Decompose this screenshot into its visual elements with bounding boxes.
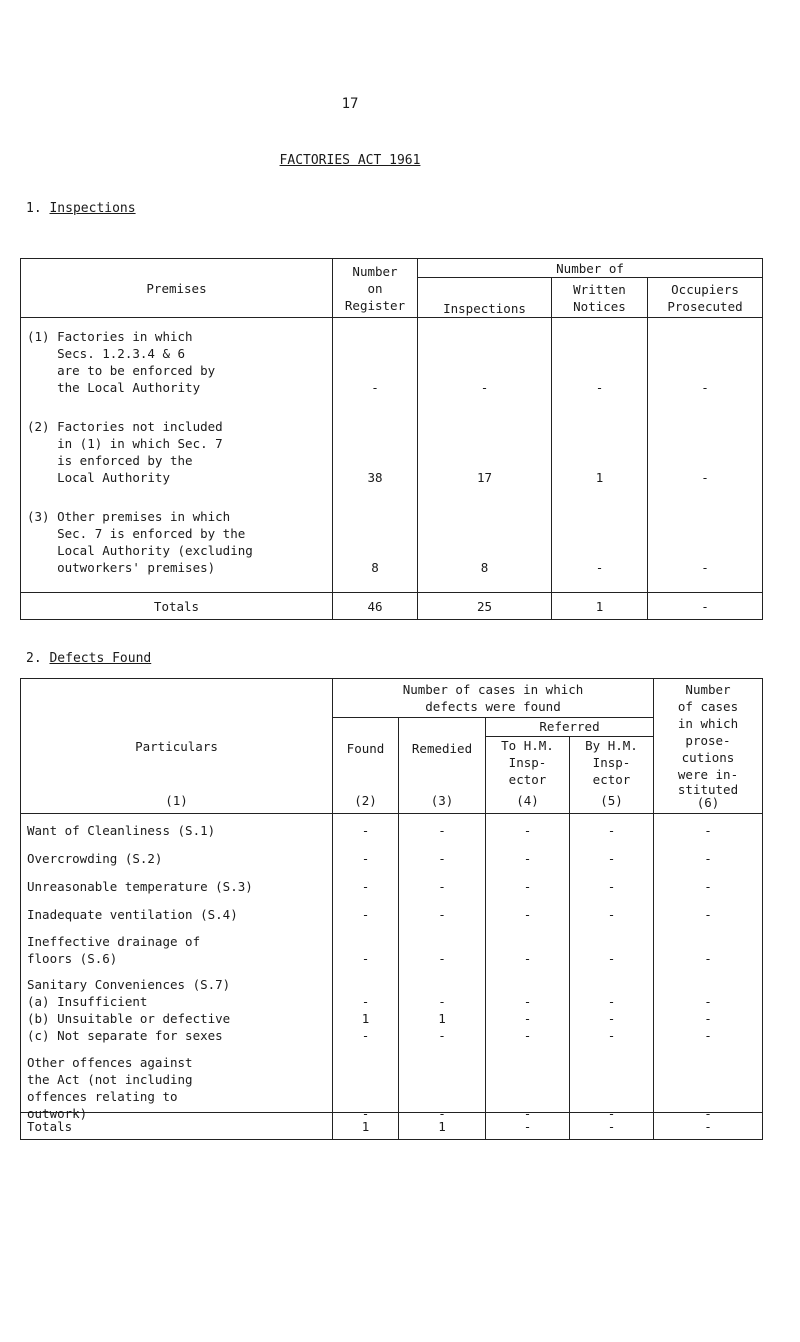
header-prosecutions-line-3: in which bbox=[677, 716, 739, 731]
particulars-row-10 bbox=[27, 1054, 328, 1122]
premises-row-1-line-4: the Local Authority bbox=[27, 380, 201, 395]
notices-row-2: 1 bbox=[595, 470, 604, 485]
prosecutions-row-10: - bbox=[704, 1106, 712, 1121]
header-found bbox=[333, 718, 399, 814]
by-hm-row-1: - bbox=[607, 823, 616, 838]
to-hm-column bbox=[486, 814, 570, 1121]
prosecutions-row-5: - bbox=[704, 951, 712, 966]
found-row-5: - bbox=[361, 951, 370, 966]
to-hm-row-10: - bbox=[523, 1106, 532, 1121]
inspections-row-2: 17 bbox=[476, 470, 493, 485]
notices-row-3: - bbox=[595, 560, 604, 575]
header-inspections bbox=[418, 278, 552, 318]
particulars-row-9 bbox=[27, 1027, 328, 1044]
by-hm-row-3: - bbox=[607, 879, 616, 894]
to-hm-row-4: - bbox=[523, 907, 532, 922]
prosecutions-row-9: - bbox=[704, 1028, 712, 1043]
page-title bbox=[0, 152, 700, 169]
to-hm-row-9: - bbox=[523, 1028, 532, 1043]
particulars-row-10-line-2: the Act (not including bbox=[27, 1072, 193, 1087]
premises-row-2-line-2: in (1) in which Sec. 7 bbox=[27, 436, 223, 451]
header-register-line3: Register bbox=[344, 297, 406, 313]
header-col-3: (3) bbox=[430, 793, 454, 808]
inspections-table bbox=[20, 258, 763, 620]
header-written-notices bbox=[552, 278, 648, 318]
defects-totals-label: Totals bbox=[21, 1113, 333, 1140]
header-notices-line1: Written bbox=[573, 281, 626, 297]
section-2-heading bbox=[26, 650, 151, 667]
section-1-number: 1. bbox=[26, 201, 42, 216]
header-cases-line2: defects were found bbox=[425, 699, 561, 714]
section-1-title: Inspections bbox=[49, 201, 136, 216]
page-title-text: FACTORIES ACT 1961 bbox=[279, 153, 421, 168]
by-hm-column bbox=[570, 814, 654, 1121]
inspections-row-1: - bbox=[480, 380, 489, 395]
defects-totals-to-hm: - bbox=[486, 1113, 570, 1140]
particulars-row-3-line-1: Unreasonable temperature (S.3) bbox=[27, 879, 253, 894]
header-occupiers-line1: Occupiers bbox=[671, 281, 739, 297]
particulars-row-2-line-1: Overcrowding (S.2) bbox=[27, 851, 163, 866]
header-to-hm-inspector bbox=[486, 737, 570, 814]
premises-row-3-line-4: outworkers' premises) bbox=[27, 560, 216, 575]
header-prosecutions-line-7: stituted bbox=[677, 782, 739, 797]
to-hm-row-7: - bbox=[523, 994, 532, 1009]
premises-row-1-line-1: (1) Factories in which bbox=[27, 329, 193, 344]
by-hm-row-4: - bbox=[607, 907, 616, 922]
header-prosecutions-line-1: Number bbox=[685, 682, 731, 697]
to-hm-row-1: - bbox=[523, 823, 532, 838]
prosecutions-row-7: - bbox=[704, 994, 712, 1009]
header-number-on-register bbox=[333, 259, 418, 318]
premises-row-3-line-3: Local Authority (excluding bbox=[27, 543, 253, 558]
header-to-hm-line-3: ector bbox=[508, 772, 547, 787]
header-premises: Premises bbox=[21, 259, 333, 318]
premises-row-2-line-3: is enforced by the bbox=[27, 453, 193, 468]
by-hm-row-5: - bbox=[607, 951, 616, 966]
header-by-hm-inspector bbox=[570, 737, 654, 814]
header-cases-found bbox=[333, 679, 654, 718]
defects-totals-remedied: 1 bbox=[399, 1113, 486, 1140]
premises-row-3 bbox=[27, 508, 328, 576]
remedied-row-9: - bbox=[438, 1028, 446, 1043]
notices-row-1: - bbox=[595, 380, 604, 395]
header-particulars-text: Particulars bbox=[135, 738, 218, 754]
notices-column bbox=[552, 318, 648, 593]
header-prosecutions-line-2: of cases bbox=[677, 699, 739, 714]
section-1-heading bbox=[26, 200, 136, 217]
defects-table bbox=[20, 678, 763, 1140]
remedied-column bbox=[399, 814, 486, 1121]
particulars-row-5-line-1: Ineffective drainage of bbox=[27, 934, 201, 949]
premises-row-3-line-1: (3) Other premises in which bbox=[27, 509, 231, 524]
premises-row-1 bbox=[27, 328, 328, 396]
particulars-row-10-line-3: offences relating to bbox=[27, 1089, 178, 1104]
remedied-row-4: - bbox=[438, 907, 446, 922]
header-col-4: (4) bbox=[516, 793, 539, 808]
prosecutions-row-8: - bbox=[704, 1011, 712, 1026]
by-hm-row-8: - bbox=[607, 1011, 616, 1026]
found-row-8: 1 bbox=[361, 1011, 370, 1026]
premises-row-2-line-1: (2) Factories not included bbox=[27, 419, 223, 434]
register-row-1: - bbox=[371, 380, 379, 395]
header-particulars bbox=[21, 679, 333, 814]
found-row-2: - bbox=[361, 851, 370, 866]
premises-row-1-line-2: Secs. 1.2.3.4 & 6 bbox=[27, 346, 186, 361]
premises-row-2 bbox=[27, 418, 328, 486]
header-prosecutions bbox=[654, 679, 763, 814]
defects-totals-found: 1 bbox=[333, 1113, 399, 1140]
prosecutions-row-2: - bbox=[704, 851, 712, 866]
header-to-hm-line-2: Insp- bbox=[508, 755, 547, 770]
particulars-row-5-line-2: floors (S.6) bbox=[27, 951, 118, 966]
premises-row-1-line-3: are to be enforced by bbox=[27, 363, 216, 378]
header-inspections-text: Inspections bbox=[443, 301, 526, 316]
header-remedied bbox=[399, 718, 486, 814]
particulars-row-8-line-1: (b) Unsuitable or defective bbox=[27, 1011, 231, 1026]
remedied-row-3: - bbox=[438, 879, 446, 894]
remedied-row-8: 1 bbox=[438, 1011, 446, 1026]
prosecuted-row-3: - bbox=[701, 560, 709, 575]
particulars-row-7 bbox=[27, 993, 328, 1010]
prosecuted-row-2: - bbox=[701, 470, 709, 485]
premises-column bbox=[21, 318, 333, 593]
totals-label: Totals bbox=[21, 593, 333, 620]
header-notices-line2: Notices bbox=[573, 298, 626, 314]
particulars-row-3 bbox=[27, 878, 328, 895]
by-hm-row-10: - bbox=[607, 1106, 616, 1121]
particulars-row-4-line-1: Inadequate ventilation (S.4) bbox=[27, 907, 238, 922]
remedied-row-1: - bbox=[438, 823, 446, 838]
found-row-4: - bbox=[361, 907, 370, 922]
register-row-3: 8 bbox=[371, 560, 379, 575]
particulars-row-6-line-1: Sanitary Conveniences (S.7) bbox=[27, 977, 231, 992]
particulars-row-10-line-1: Other offences against bbox=[27, 1055, 193, 1070]
found-row-9: - bbox=[361, 1028, 370, 1043]
particulars-row-6 bbox=[27, 976, 328, 993]
section-2-number: 2. bbox=[26, 651, 42, 666]
prosecutions-column bbox=[654, 814, 763, 1121]
prosecutions-row-4: - bbox=[704, 907, 712, 922]
remedied-row-2: - bbox=[438, 851, 446, 866]
page-number: 17 bbox=[341, 96, 359, 112]
particulars-row-1-line-1: Want of Cleanliness (S.1) bbox=[27, 823, 216, 838]
prosecuted-column bbox=[648, 318, 763, 593]
header-referred: Referred bbox=[486, 718, 654, 737]
register-column bbox=[333, 318, 418, 593]
remedied-row-5: - bbox=[438, 951, 446, 966]
header-prosecutions-line-4: prose- bbox=[685, 733, 731, 748]
header-prosecutions-line-5: cutions bbox=[681, 750, 735, 765]
header-occupiers-line2: Prosecuted bbox=[667, 298, 743, 314]
header-remedied-text: Remedied bbox=[411, 741, 473, 756]
found-row-3: - bbox=[361, 879, 370, 894]
premises-row-3-line-2: Sec. 7 is enforced by the bbox=[27, 526, 246, 541]
header-number-of: Number of bbox=[418, 259, 763, 278]
inspections-column bbox=[418, 318, 552, 593]
premises-row-2-line-4: Local Authority bbox=[27, 470, 170, 485]
header-by-hm-line-2: Insp- bbox=[592, 755, 631, 770]
defects-totals-by-hm: - bbox=[570, 1113, 654, 1140]
found-row-1: - bbox=[361, 823, 370, 838]
defects-totals-prosecutions: - bbox=[654, 1113, 763, 1140]
particulars-column bbox=[21, 814, 333, 1121]
remedied-row-7: - bbox=[438, 994, 446, 1009]
header-by-hm-line-3: ector bbox=[592, 772, 631, 787]
particulars-row-7-line-1: (a) Insufficient bbox=[27, 994, 148, 1009]
prosecutions-row-1: - bbox=[704, 823, 712, 838]
particulars-row-4 bbox=[27, 906, 328, 923]
header-col-5: (5) bbox=[600, 793, 623, 808]
header-occupiers-prosecuted bbox=[648, 278, 763, 318]
particulars-row-5 bbox=[27, 933, 328, 967]
totals-prosecuted: - bbox=[648, 593, 763, 620]
to-hm-row-3: - bbox=[523, 879, 532, 894]
prosecutions-row-3: - bbox=[704, 879, 712, 894]
header-found-text: Found bbox=[346, 741, 385, 756]
section-2-title: Defects Found bbox=[49, 651, 152, 666]
particulars-row-2 bbox=[27, 850, 328, 867]
header-register-line1: Number bbox=[352, 263, 398, 279]
by-hm-row-7: - bbox=[607, 994, 616, 1009]
header-cases-line1: Number of cases in which bbox=[402, 682, 584, 697]
header-to-hm-line-1: To H.M. bbox=[501, 738, 554, 753]
found-row-7: - bbox=[361, 994, 370, 1009]
register-row-2: 38 bbox=[367, 470, 383, 485]
inspections-row-3: 8 bbox=[480, 560, 489, 575]
remedied-row-10: - bbox=[438, 1106, 446, 1121]
header-col-2: (2) bbox=[354, 793, 377, 808]
to-hm-row-5: - bbox=[523, 951, 532, 966]
header-register-line2: on bbox=[367, 280, 383, 296]
totals-register: 46 bbox=[333, 593, 418, 620]
particulars-row-9-line-1: (c) Not separate for sexes bbox=[27, 1028, 223, 1043]
totals-inspections: 25 bbox=[418, 593, 552, 620]
by-hm-row-2: - bbox=[607, 851, 616, 866]
header-prosecutions-line-6: were in- bbox=[677, 767, 739, 782]
particulars-row-1 bbox=[27, 822, 328, 839]
particulars-row-10-line-4: outwork) bbox=[27, 1106, 88, 1121]
particulars-row-8 bbox=[27, 1010, 328, 1027]
header-by-hm-line-1: By H.M. bbox=[585, 738, 638, 753]
prosecuted-row-1: - bbox=[701, 380, 709, 395]
found-row-10: - bbox=[361, 1106, 370, 1121]
to-hm-row-2: - bbox=[523, 851, 532, 866]
totals-notices: 1 bbox=[552, 593, 648, 620]
by-hm-row-9: - bbox=[607, 1028, 616, 1043]
found-column bbox=[333, 814, 399, 1121]
header-col-6: (6) bbox=[696, 795, 720, 810]
header-col-1: (1) bbox=[165, 793, 188, 808]
to-hm-row-8: - bbox=[523, 1011, 532, 1026]
